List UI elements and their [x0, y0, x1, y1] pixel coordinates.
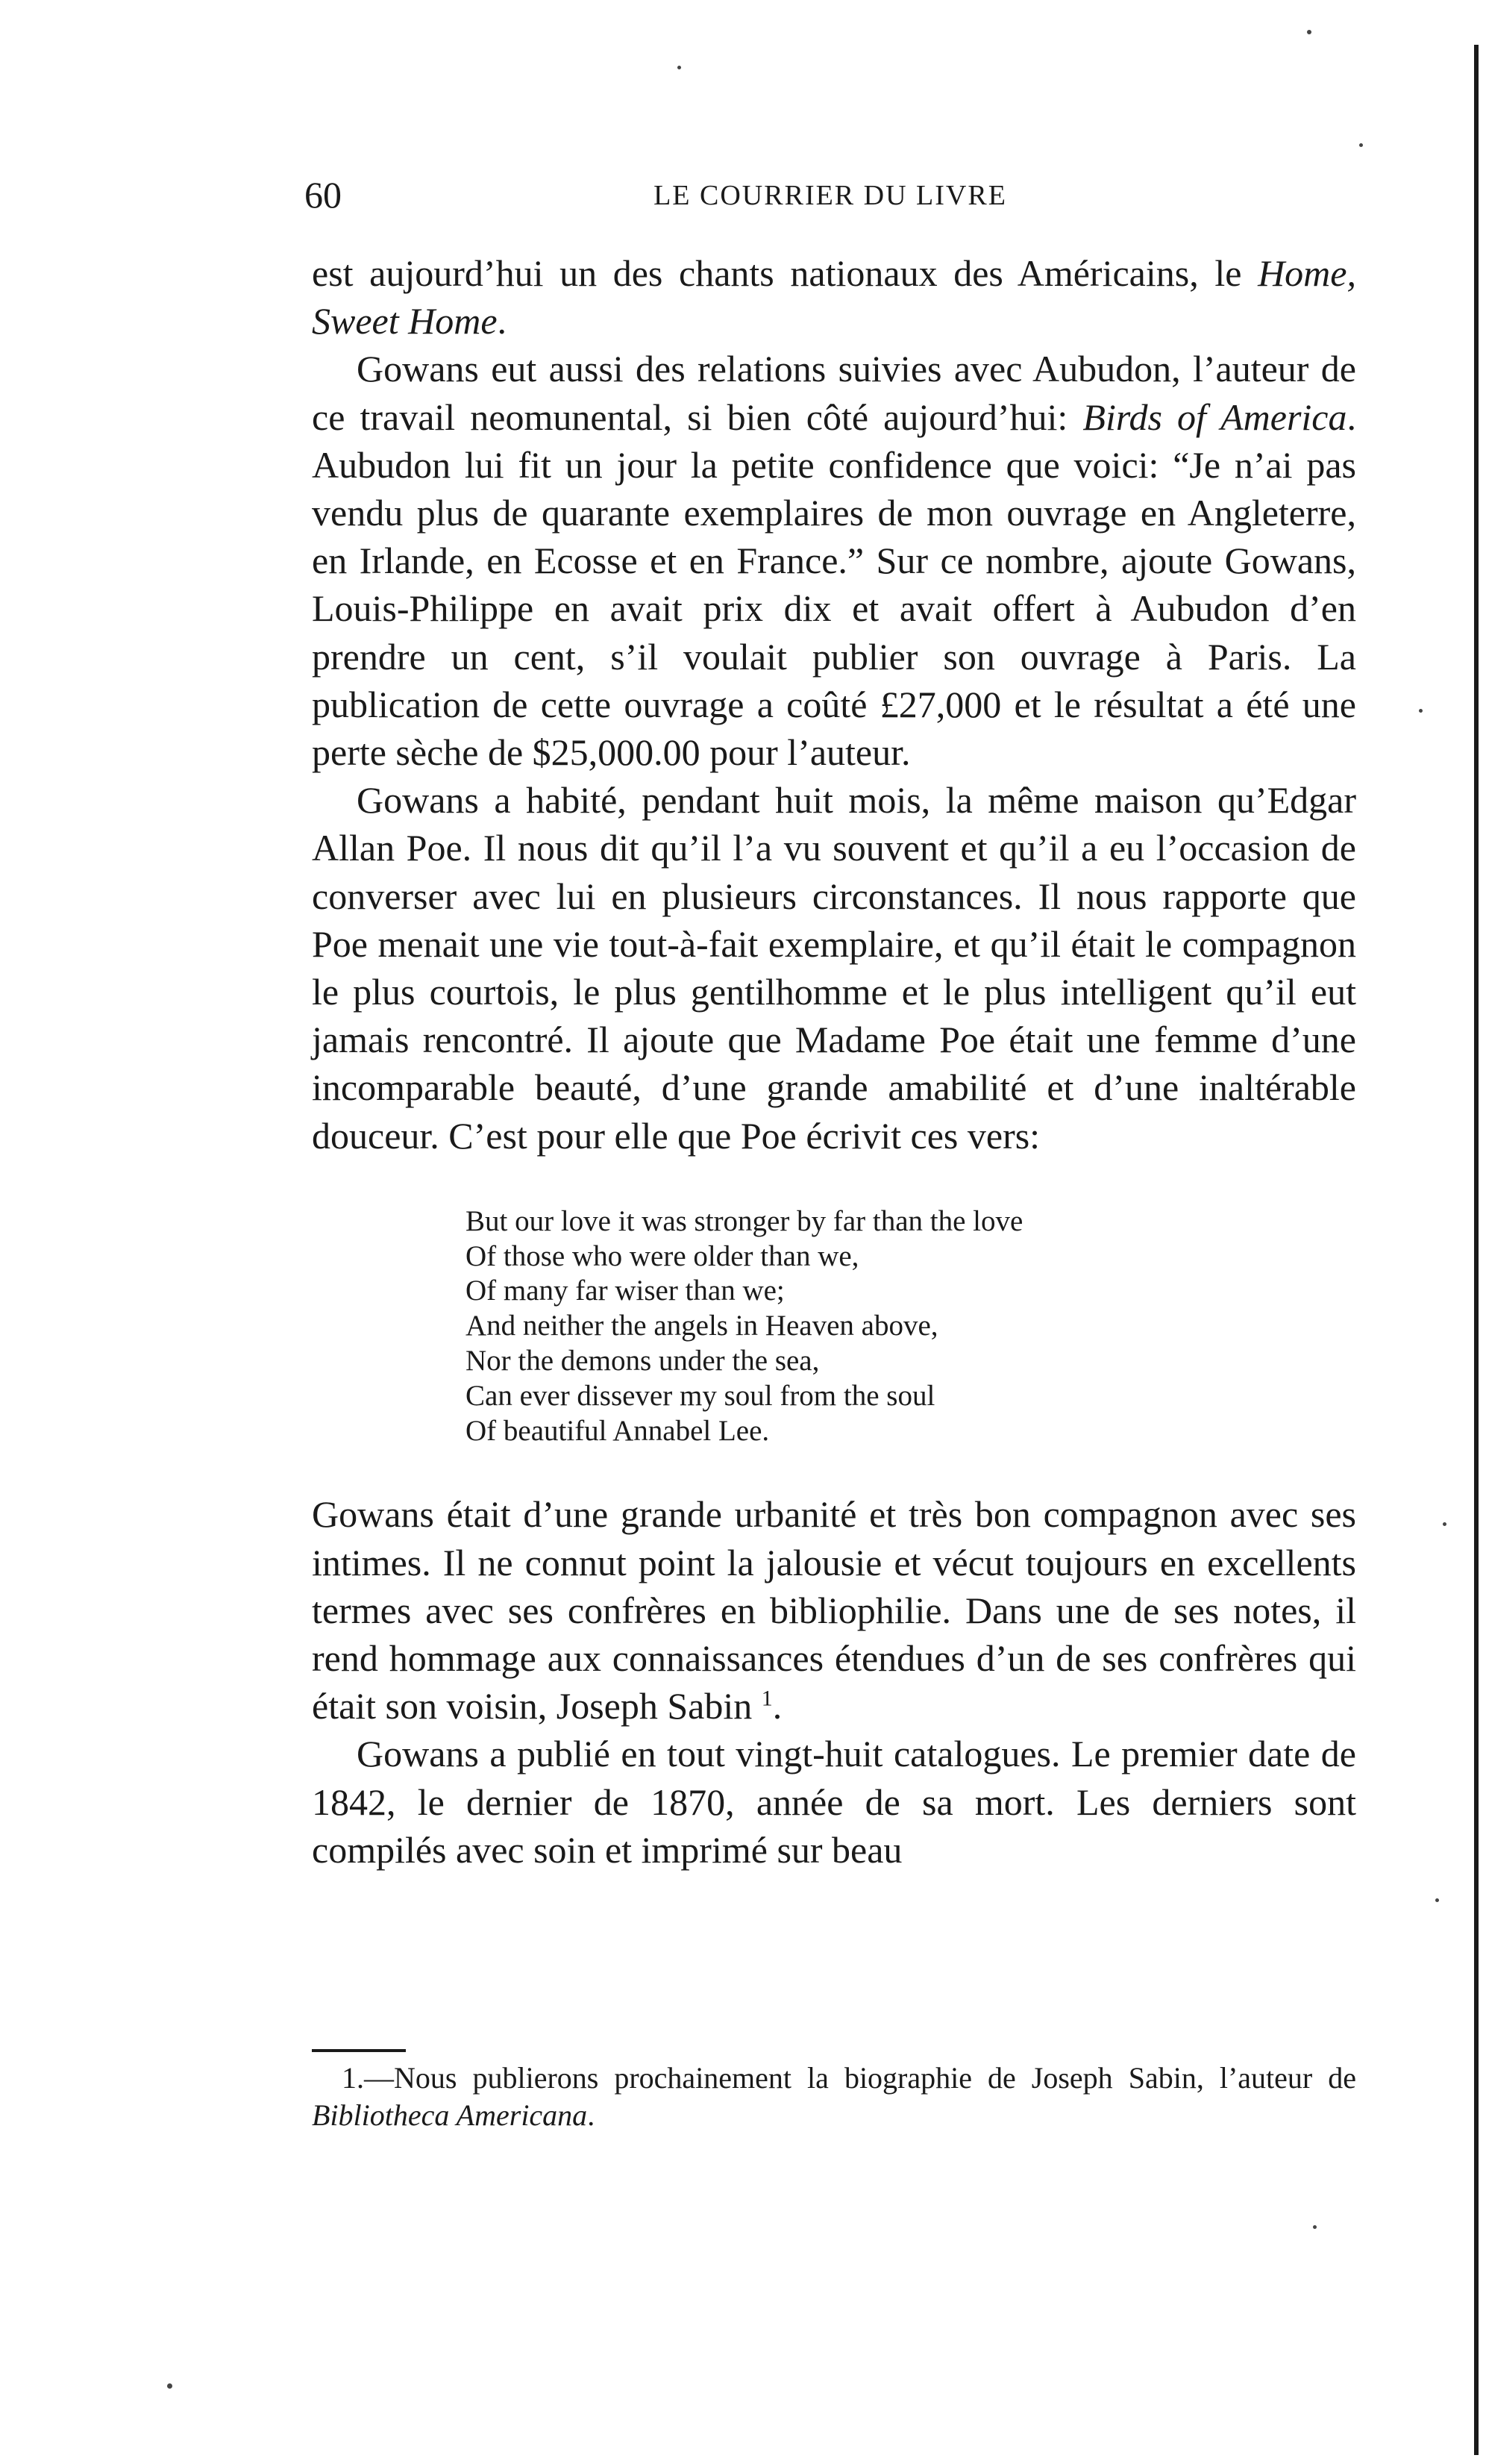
- poem-line: Nor the demons under the sea,: [465, 1345, 820, 1378]
- page-number: 60: [304, 174, 342, 216]
- poem-line: But our love it was stronger by far than the love: [465, 1204, 1023, 1237]
- poem-line: And neither the angels in Heaven above,: [465, 1310, 938, 1342]
- scan-speck: [1419, 709, 1423, 713]
- poem-quote: [465, 1204, 1356, 1449]
- paragraph-2: Gowans eut aussi des relations suivies avec Aubudon, l’auteur de ce travail neomunental, si bien côté aujourd’hui: Birds of America. Aubudon lui fit un jour la petite confidence que voici: “Je n’ai pas vendu plus de quarante exemplaires de mon ouvrage en Angleterre, en Irlande, en Ecosse et en France.” Sur ce nombre, ajoute Gowans, Louis-Philippe en avait prix dix et avait offert à Aubudon d’en prendre un cent, s’il voulait publier son ouvrage à Paris. La publication de cette ouvrage a coûté £27,000 et le résultat a été une perte sèche de $25,000.00 pour l’auteur.: [312, 348, 1356, 774]
- scan-speck: [1443, 1522, 1446, 1526]
- footnote-divider: [312, 2049, 406, 2052]
- running-title: LE COURRIER DU LIVRE: [653, 180, 1007, 211]
- poem-line: Of beautiful Annabel Lee.: [465, 1414, 770, 1447]
- poem-line: Of many far wiser than we;: [465, 1275, 785, 1307]
- title-bibliotheca-americana: Bibliotheca Americana: [312, 2098, 588, 2132]
- footnote-marker: 1.: [342, 2061, 364, 2095]
- title-home-sweet-home: Home, Sweet Home: [312, 252, 1356, 343]
- body-text: [312, 249, 1356, 1874]
- scan-speck: [1435, 1898, 1439, 1902]
- paragraph-4: Gowans était d’une grande urbanité et très bon compagnon avec ses intimes. Il ne connut point la jalousie et vécut toujours en excellents termes avec ses confrères en bibliophilie. Dans une de ses notes, il rend hommage aux connaissances étendues d’un de ses confrères qui était son voisin, Joseph Sabin $^1$.: [312, 1493, 1356, 1727]
- footnote-reference: 1: [761, 1686, 773, 1711]
- scan-speck: [167, 2383, 172, 2389]
- poem-line: Can ever dissever my soul from the soul: [465, 1379, 935, 1412]
- page-edge-shadow: [1474, 45, 1479, 2455]
- page-header: [304, 173, 1356, 218]
- scan-speck: [1313, 2225, 1317, 2229]
- scan-speck: [1307, 30, 1311, 34]
- paragraph-5: Gowans a publié en tout vingt-huit catalogues. Le premier date de 1842, le dernier de 1870, année de sa mort. Les derniers sont compilés avec soin et imprimé sur beau: [312, 1733, 1356, 1871]
- poem-line: Of those who were older than we,: [465, 1239, 859, 1272]
- title-birds-of-america: Birds of America: [1082, 395, 1347, 438]
- scan-speck: [677, 66, 681, 69]
- footnote: 1.—Nous publierons prochainement la biographie de Joseph Sabin, l’auteur de Bibliotheca Americana.: [312, 2061, 1356, 2132]
- paragraph-1: est aujourd’hui un des chants nationaux des Américains, le Home, Sweet Home.: [312, 252, 1356, 343]
- scan-speck: [1359, 143, 1363, 147]
- paragraph-3: Gowans a habité, pendant huit mois, la même maison qu’Edgar Allan Poe. Il nous dit qu’il l’a vu souvent et qu’il a eu l’occasion de converser avec lui en plusieurs circonstances. Il nous rapporte que Poe menait une vie tout-à-fait exemplaire, et qu’il était le compagnon le plus courtois, le plus gentilhomme et le plus intelligent qu’il eut jamais rencontré. Il ajoute que Madame Poe était une femme d’une incomparable beauté, d’une grande amabilité et d’une inaltérable douceur. C’est pour elle que Poe écrivit ces vers:: [312, 779, 1356, 1157]
